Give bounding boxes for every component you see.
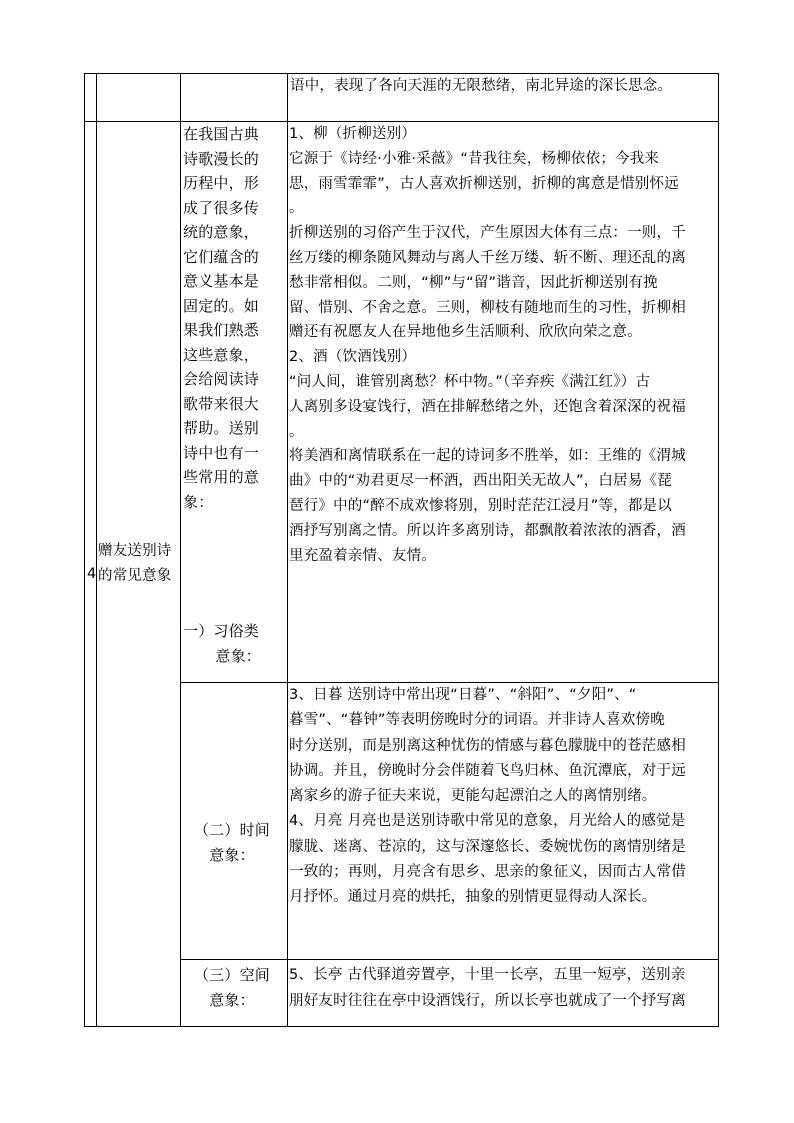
content-line: 思，雨雪霏霏”，古人喜欢折柳送别，折柳的寓意是惜别怀远 [289, 175, 679, 192]
content-line: 暮雪”、“暮钟”等表明傍晚时分的词语。并非诗人喜欢傍晚 [289, 712, 665, 729]
content-line: 1、柳（折柳送别） [289, 126, 417, 142]
content-line: 人离别多设宴饯行，酒在排解愁绪之外，还饱含着深深的祝福 [289, 398, 686, 415]
content-line: 月抒怀。通过月亮的烘托，抽象的别情更显得动人深长。 [289, 889, 657, 906]
intro-line: 意义基本是 [183, 272, 260, 290]
content-block-custom [289, 122, 717, 593]
content-line: 将美酒和离情联系在一起的诗词多不胜举，如：王维的《渭城 [289, 448, 686, 465]
content-line: 。 [289, 423, 304, 440]
intro-line: 诗歌漫长的 [183, 149, 260, 168]
intro-line: 在我国古典 [183, 125, 260, 143]
content-line: 琶行》中的“醉不成欢惨将别，别时茫茫江浸月”等，都是以 [289, 497, 672, 514]
content-line: 赠还有祝愿友人在异地他乡生活顺利、欣欣向荣之意。 [289, 324, 642, 341]
top-row-text [290, 74, 672, 99]
intro-line: 象： [183, 492, 214, 511]
content-line: “问人间，谁管别离愁？杯中物。”（辛弃疾《满江红》）古 [289, 373, 651, 390]
table-border-right [718, 73, 719, 1027]
content-line: 它源于《诗经·小雅·采薇》“昔我往矣，杨柳依依；今我来 [289, 150, 660, 167]
intro-line: 统的意象， [183, 223, 260, 241]
intro-line: 这些意象， [183, 345, 260, 364]
category-label-custom: 一）习俗类 意象： [183, 622, 261, 665]
intro-line: 它们蕴含的 [183, 247, 260, 266]
content-line [289, 568, 717, 593]
intro-line: 果我们熟悉 [183, 321, 260, 339]
intro-line: 帮助。送别 [183, 419, 260, 437]
intro-text [183, 122, 259, 514]
content-line: 折柳送别的习俗产生于汉代，产生原因大体有三点：一则，千 [289, 225, 686, 242]
content-line: 3、日暮 送别诗中常出现“日暮”、“斜阳”、“夕阳”、“ [289, 687, 637, 703]
table-border-col3 [287, 73, 288, 1027]
content-line: 协调。并且，傍晚时分会伴随着飞鸟归林、鱼沉潭底，对于远 [289, 762, 686, 779]
content-line: 2、酒（饮酒饯别） [289, 349, 417, 366]
intro-line: 诗中也有一 [183, 443, 260, 462]
intro-line: 些常用的意 [183, 468, 260, 486]
content-line: 4、月亮 月亮也是送别诗歌中常见的意象，月光给人的感觉是 [289, 813, 686, 830]
row-title-line: 赠友送别诗 [98, 543, 172, 559]
content-block-time [289, 683, 717, 911]
content-line: 朋好友时往往在亭中设酒饯行，所以长亭也就成了一个抒写离 [289, 992, 686, 1009]
intro-line: 历程中，形 [183, 174, 260, 192]
content-block-space [289, 963, 717, 1014]
content-line: 时分送别，而是别离这种忧伤的情感与暮色朦胧中的苍茫感相 [289, 737, 686, 754]
row-title-line: 的常见意象 [98, 567, 172, 584]
table-border-col2 [180, 73, 181, 1027]
content-line: 一致的；再则，月亮含有思乡、思亲的象征义，因而古人常借 [289, 864, 686, 881]
content-line: 朦胧、迷离、苍凉的，这与深邃悠长、委婉忧伤的离情别绪是 [289, 838, 686, 855]
category-label-space: （三）空间 意象： [193, 966, 270, 1009]
table-border-col1 [96, 73, 97, 1027]
table-border-sub2 [180, 959, 719, 960]
row-number: 4 [87, 566, 97, 582]
content-line: 酒抒写别离之情。所以许多离别诗，都飘散着浓浓的酒香，酒 [289, 522, 686, 539]
top-row-line: 语中，表现了各向天涯的无限愁绪，南北异途的深长思念。 [290, 78, 673, 94]
category-label-time: （二）时间 意象： [193, 821, 270, 864]
table-border-left [84, 73, 85, 1027]
intro-line: 固定的。如 [183, 296, 260, 315]
content-line: 里充盈着亲情、友情。 [289, 547, 436, 564]
intro-line: 会给阅读诗 [183, 370, 260, 388]
intro-line: 成了很多传 [183, 198, 260, 217]
content-line: 曲》中的“劝君更尽一杯酒，西出阳关无故人”，白居易《琵 [289, 473, 672, 490]
content-line: 留、惜别、不舍之意。三则，柳枝有随地而生的习性，折柳相 [289, 299, 686, 316]
content-line: 。 [289, 200, 304, 217]
content-line: 丝万缕的柳条随风舞动与离人千丝万缕、斩不断、理还乱的离 [289, 249, 686, 266]
intro-line: 歌带来很大 [183, 394, 260, 413]
content-line: 愁非常相似。二则，“柳”与“留”谐音，因此折柳送别有挽 [289, 274, 658, 291]
table-border-bottom [84, 1026, 719, 1027]
row-title [98, 539, 172, 588]
content-line: 5、长亭 古代驿道旁置亭，十里一长亭，五里一短亭，送别亲 [289, 967, 686, 983]
content-line: 离家乡的游子征夫来说，更能勾起漂泊之人的离情别绪。 [289, 788, 657, 805]
